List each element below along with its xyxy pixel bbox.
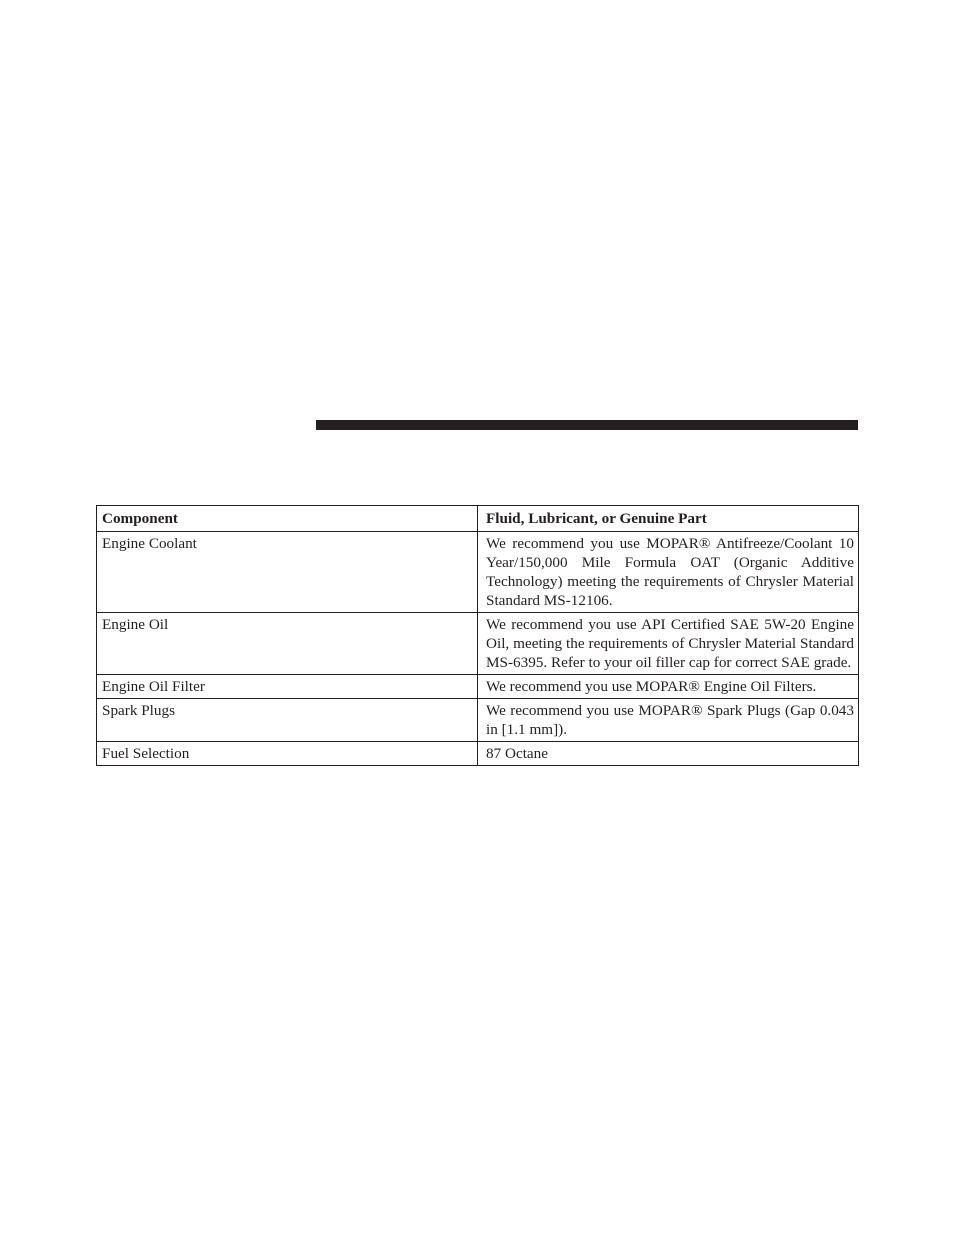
fluids-lubricants-table [96,505,859,766]
table-row [97,675,859,699]
fluid-cell: We recommend you use API Certified SAE 5W-20 Engine Oil, meeting the requirements of Chrysler Material Standard MS-6395. Refer to your oil filler cap for correct SAE grade. [478,613,859,675]
component-cell: Fuel Selection [97,742,478,766]
component-cell: Engine Coolant [97,532,478,613]
column-header-component: Component [97,506,478,532]
fluid-cell: We recommend you use MOPAR® Antifreeze/Coolant 10 Year/150,000 Mile Formula OAT (Organic Additive Technology) meeting the requirements of Chrysler Material Standard MS-12106. [478,532,859,613]
fluid-cell: 87 Octane [478,742,859,766]
table-row [97,613,859,675]
table-row [97,699,859,742]
component-cell: Spark Plugs [97,699,478,742]
column-header-fluid: Fluid, Lubricant, or Genuine Part [478,506,859,532]
section-header-rule [316,420,858,430]
fluid-cell: We recommend you use MOPAR® Spark Plugs (Gap 0.043 in [1.1 mm]). [478,699,859,742]
table-row [97,532,859,613]
table-row [97,742,859,766]
table-header-row [97,506,859,532]
fluid-cell: We recommend you use MOPAR® Engine Oil Filters. [478,675,859,699]
component-cell: Engine Oil [97,613,478,675]
component-cell: Engine Oil Filter [97,675,478,699]
